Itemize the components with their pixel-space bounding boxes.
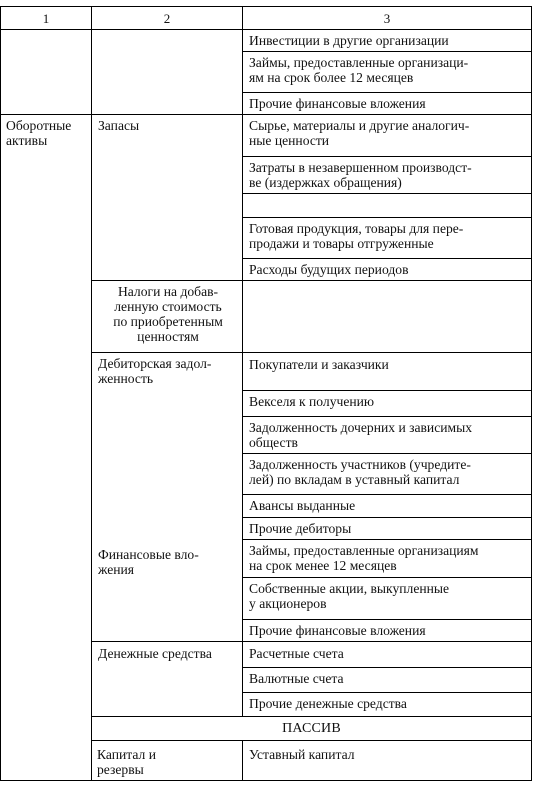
category-financial-investments: Финансовые вло- жения — [98, 547, 199, 577]
column-number-2: 2 — [92, 7, 243, 30]
empty-cell — [92, 30, 243, 115]
line-item: Авансы выданные — [243, 495, 532, 518]
empty-cell — [1, 30, 92, 115]
category-authorized-capital: Уставный капитал — [243, 741, 532, 781]
balance-structure-table — [0, 6, 532, 781]
category-vat: Налоги на добав- ленную стоимость по приобретенным ценностям — [92, 281, 243, 353]
empty-cell — [243, 281, 532, 353]
line-item: Собственные акции, выкупленные у акционеров — [243, 578, 532, 620]
line-item: Задолженность дочерних и зависимых обществ — [243, 417, 532, 454]
line-item: Готовая продукция, товары для пере- продажи и товары отгруженные — [243, 218, 532, 259]
line-item: Займы, предоставленные организаци- ям на срок более 12 месяцев — [243, 52, 532, 93]
table-row — [1, 115, 532, 157]
column-number-row — [1, 7, 532, 30]
group-capital-and-reserves: Капитал и резервы — [92, 741, 243, 781]
category-receivables: Дебиторская задол- женность — [98, 356, 212, 386]
category-receivables-and-financial — [92, 353, 243, 642]
line-item: Валютные счета — [243, 668, 532, 693]
line-item: Задолженность участников (учредите- лей) по вкладам в уставный капитал — [243, 454, 532, 495]
line-item: Векселя к получению — [243, 391, 532, 417]
line-item: Прочие финансовые вложения — [243, 93, 532, 115]
line-item: Инвестиции в другие организации — [243, 30, 532, 52]
line-item: Сырье, материалы и другие аналогич- ные ценности — [243, 115, 532, 157]
line-item: Затраты в незавершенном производст- ве (издержках обращения) — [243, 157, 532, 194]
category-cash: Денежные средства — [92, 642, 243, 717]
column-number-1: 1 — [1, 7, 92, 30]
empty-line-item — [243, 194, 532, 218]
line-item: Покупатели и заказчики — [243, 353, 532, 391]
line-item: Прочие дебиторы — [243, 518, 532, 540]
column-number-3: 3 — [243, 7, 532, 30]
line-item: Расходы будущих периодов — [243, 259, 532, 281]
line-item: Займы, предоставленные организациям на срок менее 12 месяцев — [243, 540, 532, 578]
group-current-assets: Оборотные активы — [1, 115, 92, 781]
category-inventory: Запасы — [92, 115, 243, 281]
line-item: Прочие финансовые вложения — [243, 620, 532, 642]
line-item: Прочие денежные средства — [243, 693, 532, 717]
table-row — [1, 30, 532, 52]
section-title-passive: ПАССИВ — [92, 717, 532, 741]
line-item: Расчетные счета — [243, 642, 532, 668]
